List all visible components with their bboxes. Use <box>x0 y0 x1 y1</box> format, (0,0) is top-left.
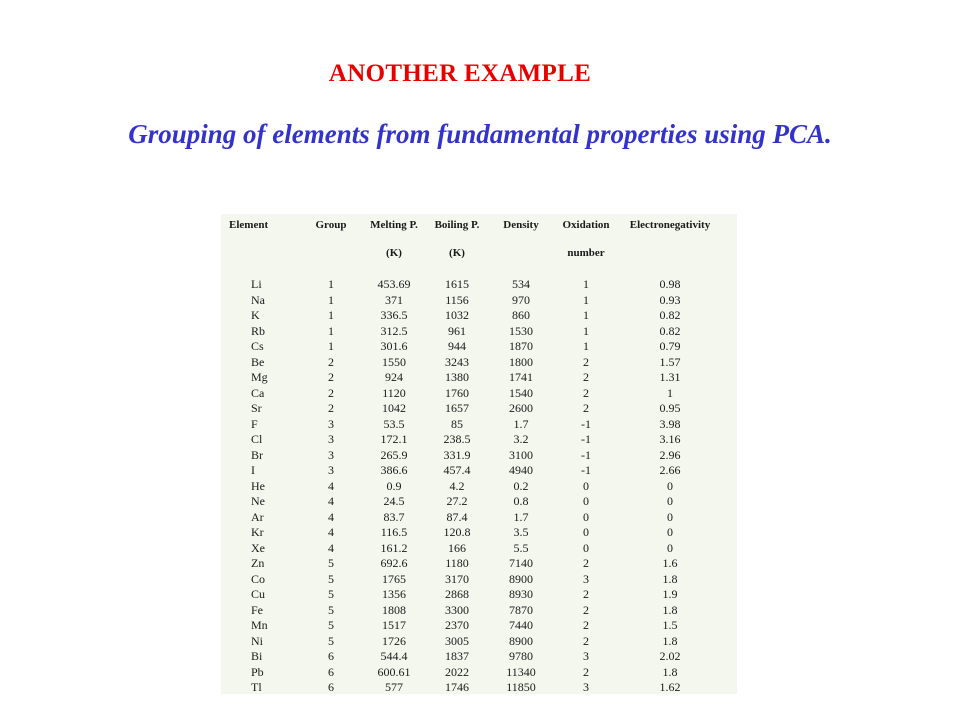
cell-element: He <box>251 478 265 493</box>
cell-electronegativity: 0.82 <box>659 323 681 338</box>
cell-element: Tl <box>251 680 262 694</box>
table-row <box>229 277 723 293</box>
cell-element: Zn <box>251 556 265 570</box>
cell-electronegativity: 1.8 <box>662 571 678 586</box>
cell-electronegativity: 0.98 <box>659 277 681 291</box>
cell-group: 6 <box>328 664 334 679</box>
table-row <box>229 417 723 433</box>
cell-group: 3 <box>328 416 334 431</box>
cell-element: Ar <box>251 509 264 524</box>
table-row <box>229 556 723 572</box>
cell-oxidation: 0 <box>583 525 589 539</box>
element-properties-table-image <box>221 214 737 694</box>
cell-electronegativity: 2.66 <box>659 463 681 477</box>
cell-oxidation: 2 <box>583 556 589 570</box>
cell-electronegativity: 1 <box>667 385 673 400</box>
cell-electronegativity: 0 <box>667 525 673 539</box>
cell-oxidation: 2 <box>583 602 589 617</box>
column-header-boiling-point: Boiling P. <box>434 219 480 231</box>
cell-oxidation: 0 <box>583 478 589 493</box>
cell-density: 1870 <box>509 339 533 353</box>
cell-density: 7140 <box>509 556 533 570</box>
table-row <box>229 293 723 309</box>
cell-element: Xe <box>251 540 265 555</box>
cell-boiling-point: 1156 <box>445 292 469 307</box>
slide-subtitle: Grouping of elements from fundamental properties using PCA. <box>128 119 832 149</box>
cell-melting-point: 1517 <box>382 618 406 632</box>
table-row <box>229 649 723 665</box>
cell-electronegativity: 0.95 <box>659 401 681 415</box>
cell-density: 0.2 <box>513 478 529 493</box>
cell-electronegativity: 0 <box>667 478 673 493</box>
table-row <box>229 479 723 495</box>
cell-group: 4 <box>328 478 334 493</box>
cell-element: Br <box>251 447 263 462</box>
table-row <box>229 525 723 541</box>
cell-boiling-point: 3243 <box>445 354 469 369</box>
cell-group: 5 <box>328 602 334 617</box>
unit-oxidation: number <box>567 247 605 259</box>
cell-oxidation: 2 <box>583 618 589 632</box>
cell-boiling-point: 2370 <box>445 618 469 632</box>
cell-density: 8900 <box>509 571 533 586</box>
cell-oxidation: 2 <box>583 633 589 648</box>
cell-group: 1 <box>328 277 334 291</box>
cell-melting-point: 24.5 <box>383 494 405 508</box>
cell-melting-point: 371 <box>385 292 403 307</box>
cell-electronegativity: 0.93 <box>659 292 681 307</box>
cell-group: 4 <box>328 494 334 508</box>
table-header-row <box>229 219 723 247</box>
cell-oxidation: -1 <box>581 432 591 446</box>
cell-electronegativity: 0.82 <box>659 308 681 322</box>
table-row <box>229 634 723 650</box>
cell-boiling-point: 1837 <box>445 649 469 663</box>
cell-element: Cs <box>251 339 264 353</box>
cell-density: 1.7 <box>513 416 529 431</box>
cell-density: 534 <box>512 277 530 291</box>
table-row <box>229 618 723 634</box>
cell-element: Na <box>251 292 265 307</box>
cell-density: 7440 <box>509 618 533 632</box>
cell-boiling-point: 457.4 <box>443 463 471 477</box>
cell-melting-point: 1765 <box>382 571 406 586</box>
cell-group: 2 <box>328 354 334 369</box>
cell-boiling-point: 961 <box>448 323 466 338</box>
cell-melting-point: 1726 <box>382 633 406 648</box>
cell-boiling-point: 2868 <box>445 587 469 601</box>
cell-group: 5 <box>328 633 334 648</box>
cell-element: Bi <box>251 649 263 663</box>
cell-oxidation: 1 <box>583 277 589 291</box>
column-header-density: Density <box>503 219 539 231</box>
cell-electronegativity: 3.98 <box>659 416 681 431</box>
cell-element: I <box>251 463 255 477</box>
cell-density: 970 <box>512 292 530 307</box>
cell-element: Ni <box>251 633 263 648</box>
cell-oxidation: 1 <box>583 292 589 307</box>
cell-density: 2600 <box>509 401 533 415</box>
cell-melting-point: 1356 <box>382 587 406 601</box>
table-row <box>229 463 723 479</box>
cell-boiling-point: 944 <box>448 339 466 353</box>
table-row <box>229 339 723 355</box>
cell-element: Rb <box>251 323 266 338</box>
cell-element: Kr <box>251 525 264 539</box>
cell-boiling-point: 3005 <box>445 633 469 648</box>
cell-group: 4 <box>328 540 334 555</box>
cell-oxidation: 0 <box>583 540 589 555</box>
cell-boiling-point: 1032 <box>445 308 469 322</box>
cell-boiling-point: 1380 <box>445 370 469 384</box>
cell-boiling-point: 1180 <box>445 556 469 570</box>
cell-group: 1 <box>328 292 334 307</box>
cell-electronegativity: 0.79 <box>659 339 681 353</box>
table-body <box>229 277 723 694</box>
cell-oxidation: 2 <box>583 385 589 400</box>
cell-oxidation: 1 <box>583 339 589 353</box>
column-header-group: Group <box>315 219 347 231</box>
cell-group: 1 <box>328 323 334 338</box>
cell-electronegativity: 1.8 <box>662 602 678 617</box>
table-units-row <box>229 247 723 277</box>
table-row <box>229 308 723 324</box>
cell-melting-point: 692.6 <box>380 556 408 570</box>
cell-group: 2 <box>328 385 334 400</box>
cell-density: 8900 <box>509 633 533 648</box>
cell-boiling-point: 3300 <box>445 602 469 617</box>
slide-heading: ANOTHER EXAMPLE <box>328 60 592 87</box>
cell-oxidation: 3 <box>583 649 589 663</box>
table-row <box>229 448 723 464</box>
cell-electronegativity: 3.16 <box>659 432 681 446</box>
cell-oxidation: -1 <box>581 463 591 477</box>
cell-group: 6 <box>328 649 334 663</box>
cell-melting-point: 0.9 <box>386 478 402 493</box>
cell-melting-point: 312.5 <box>380 323 408 338</box>
cell-boiling-point: 87.4 <box>446 509 468 524</box>
unit-melting-point: (K) <box>386 247 402 259</box>
cell-density: 1800 <box>509 354 533 369</box>
cell-oxidation: 2 <box>583 370 589 384</box>
cell-oxidation: 1 <box>583 308 589 322</box>
cell-electronegativity: 0 <box>667 494 673 508</box>
cell-boiling-point: 4.2 <box>449 478 465 493</box>
cell-density: 8930 <box>509 587 533 601</box>
cell-group: 5 <box>328 587 334 601</box>
table-row <box>229 541 723 557</box>
cell-density: 11850 <box>506 680 536 694</box>
cell-element: F <box>251 416 258 431</box>
cell-oxidation: 2 <box>583 354 589 369</box>
table-row <box>229 386 723 402</box>
cell-oxidation: 2 <box>583 401 589 415</box>
cell-oxidation: -1 <box>581 447 591 462</box>
cell-density: 1530 <box>509 323 533 338</box>
cell-oxidation: -1 <box>581 416 591 431</box>
cell-group: 5 <box>328 618 334 632</box>
cell-density: 1540 <box>509 385 533 400</box>
cell-density: 0.8 <box>513 494 529 508</box>
cell-element: Co <box>251 571 266 586</box>
cell-element: Mn <box>251 618 268 632</box>
cell-melting-point: 265.9 <box>380 447 408 462</box>
column-header-electronegativity: Electronegativity <box>629 219 711 231</box>
cell-boiling-point: 1746 <box>445 680 469 694</box>
cell-element: Pb <box>251 664 264 679</box>
cell-boiling-point: 1657 <box>445 401 469 415</box>
cell-group: 1 <box>328 339 334 353</box>
cell-oxidation: 2 <box>583 587 589 601</box>
unit-boiling-point: (K) <box>449 247 465 259</box>
cell-group: 3 <box>328 447 334 462</box>
cell-melting-point: 83.7 <box>383 509 405 524</box>
cell-melting-point: 301.6 <box>380 339 408 353</box>
cell-boiling-point: 1615 <box>445 277 469 291</box>
cell-group: 2 <box>328 401 334 415</box>
unit-element <box>229 247 301 277</box>
cell-element: Sr <box>251 401 262 415</box>
cell-melting-point: 116.5 <box>380 525 408 539</box>
cell-electronegativity: 2.96 <box>659 447 681 462</box>
cell-group: 6 <box>328 680 334 694</box>
cell-element: Mg <box>251 370 268 384</box>
cell-oxidation: 1 <box>583 323 589 338</box>
cell-electronegativity: 2.02 <box>659 649 681 663</box>
cell-electronegativity: 1.6 <box>662 556 678 570</box>
unit-group <box>301 247 361 277</box>
cell-element: Li <box>251 277 262 291</box>
cell-melting-point: 1550 <box>382 354 406 369</box>
cell-element: Fe <box>251 602 263 617</box>
cell-group: 3 <box>328 432 334 446</box>
column-header-element: Element <box>229 219 269 231</box>
cell-boiling-point: 2022 <box>445 664 469 679</box>
cell-element: Cu <box>251 587 266 601</box>
cell-element: K <box>251 308 260 322</box>
cell-oxidation: 0 <box>583 494 589 508</box>
table-row <box>229 680 723 694</box>
table-row <box>229 587 723 603</box>
cell-electronegativity: 0 <box>667 540 673 555</box>
cell-density: 3.5 <box>513 525 529 539</box>
cell-melting-point: 1120 <box>382 385 406 400</box>
cell-electronegativity: 1.62 <box>659 680 681 694</box>
cell-density: 1741 <box>509 370 533 384</box>
cell-density: 7870 <box>509 602 533 617</box>
cell-electronegativity: 0 <box>667 509 673 524</box>
table-row <box>229 494 723 510</box>
cell-electronegativity: 1.57 <box>659 354 681 369</box>
cell-melting-point: 577 <box>385 680 403 694</box>
table-row <box>229 401 723 417</box>
cell-melting-point: 336.5 <box>380 308 408 322</box>
cell-electronegativity: 1.8 <box>662 664 678 679</box>
cell-boiling-point: 27.2 <box>446 494 468 508</box>
cell-melting-point: 386.6 <box>380 463 408 477</box>
cell-group: 1 <box>328 308 334 322</box>
cell-melting-point: 453.69 <box>377 277 411 291</box>
cell-element: Ne <box>251 494 265 508</box>
cell-melting-point: 1042 <box>382 401 406 415</box>
cell-density: 3100 <box>509 447 533 462</box>
cell-boiling-point: 238.5 <box>443 432 471 446</box>
cell-density: 9780 <box>509 649 533 663</box>
cell-melting-point: 1808 <box>382 602 406 617</box>
cell-oxidation: 3 <box>583 680 589 694</box>
table-row <box>229 603 723 619</box>
cell-group: 2 <box>328 370 334 384</box>
cell-electronegativity: 1.31 <box>659 370 681 384</box>
table-row <box>229 572 723 588</box>
table-row <box>229 665 723 681</box>
cell-boiling-point: 120.8 <box>443 525 471 539</box>
cell-element: Ca <box>251 385 265 400</box>
cell-melting-point: 600.61 <box>377 664 411 679</box>
cell-electronegativity: 1.9 <box>662 587 678 601</box>
cell-density: 860 <box>512 308 530 322</box>
cell-melting-point: 53.5 <box>383 416 405 431</box>
cell-group: 5 <box>328 571 334 586</box>
cell-density: 5.5 <box>513 540 529 555</box>
cell-melting-point: 924 <box>385 370 403 384</box>
cell-density: 1.7 <box>513 509 529 524</box>
cell-group: 5 <box>328 556 334 570</box>
cell-boiling-point: 1760 <box>445 385 469 400</box>
cell-group: 3 <box>328 463 334 477</box>
unit-density <box>487 247 555 277</box>
unit-electronegativity <box>617 247 723 277</box>
cell-element: Be <box>251 354 265 369</box>
cell-density: 4940 <box>509 463 533 477</box>
table-row <box>229 432 723 448</box>
cell-element: Cl <box>251 432 263 446</box>
cell-boiling-point: 3170 <box>445 571 469 586</box>
table-row <box>229 324 723 340</box>
cell-boiling-point: 85 <box>451 416 463 431</box>
cell-density: 11340 <box>506 664 536 679</box>
cell-boiling-point: 166 <box>448 540 466 555</box>
column-header-oxidation: Oxidation <box>562 219 610 231</box>
table-row <box>229 510 723 526</box>
table-row <box>229 355 723 371</box>
cell-melting-point: 172.1 <box>380 432 408 446</box>
cell-melting-point: 161.2 <box>380 540 408 555</box>
cell-melting-point: 544.4 <box>380 649 408 663</box>
table-row <box>229 370 723 386</box>
cell-oxidation: 3 <box>583 571 589 586</box>
cell-boiling-point: 331.9 <box>443 447 471 462</box>
cell-electronegativity: 1.8 <box>662 633 678 648</box>
cell-group: 4 <box>328 525 334 539</box>
column-header-melting-point: Melting P. <box>370 219 418 231</box>
cell-electronegativity: 1.5 <box>662 618 678 632</box>
element-properties-table <box>229 219 723 694</box>
cell-oxidation: 0 <box>583 509 589 524</box>
cell-density: 3.2 <box>513 432 529 446</box>
cell-group: 4 <box>328 509 334 524</box>
cell-oxidation: 2 <box>583 664 589 679</box>
